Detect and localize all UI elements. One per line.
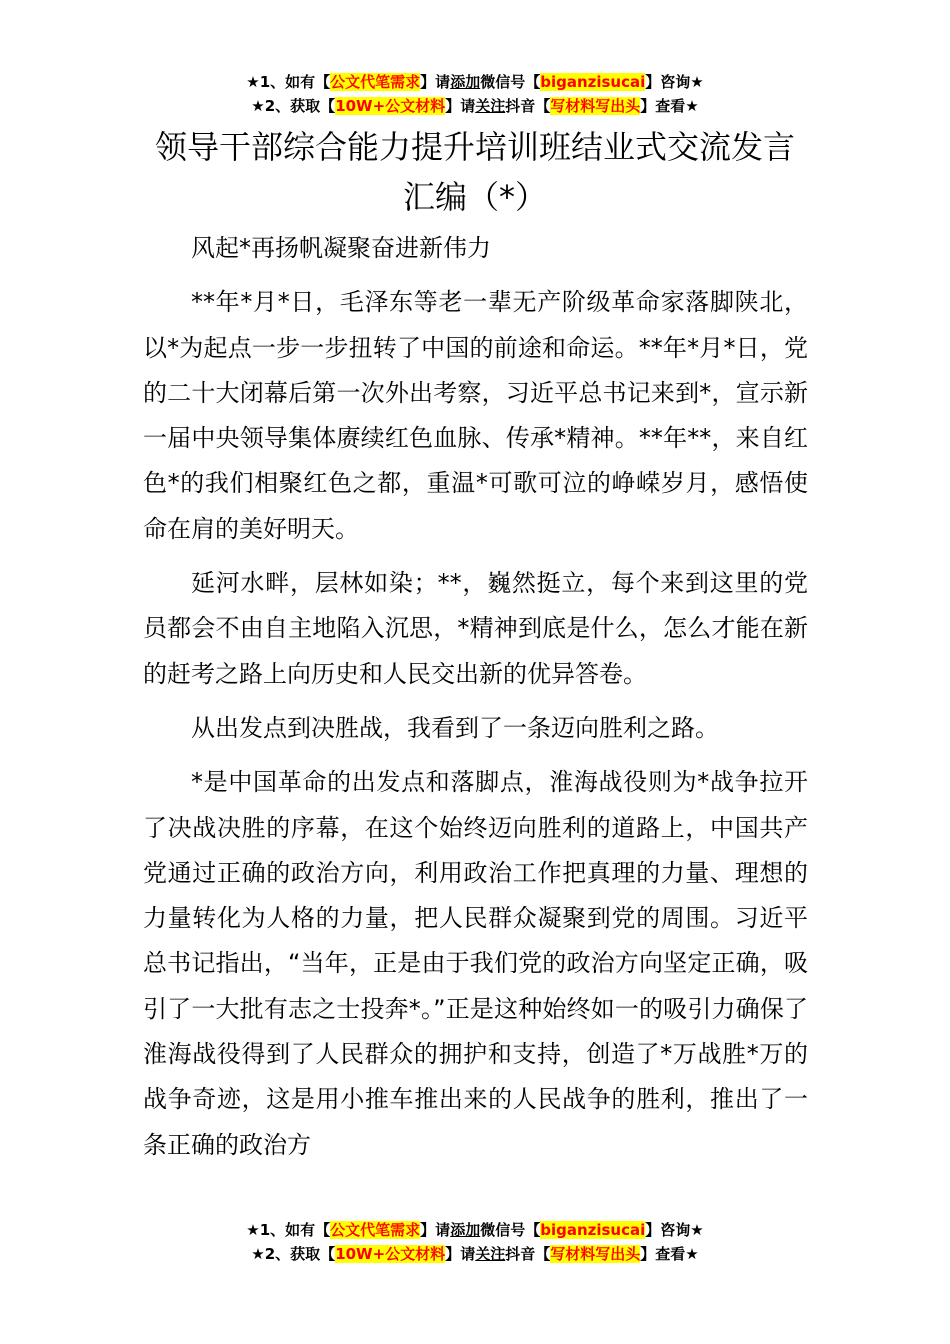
- banner-underlined: 关注: [475, 1245, 506, 1263]
- document-title: 领导干部综合能力提升培训班结业式交流发言汇编（*）: [154, 128, 795, 216]
- banner-highlight: 写材料写出头: [550, 1245, 641, 1263]
- banner-highlight: 10W+公文材料: [335, 97, 446, 115]
- banner-text: 】查看★: [640, 97, 699, 115]
- banner-text: ★2、获取【: [251, 97, 336, 115]
- banner-highlight: 公文代笔需求: [330, 73, 421, 91]
- banner-text: ★1、如有【: [246, 1221, 331, 1239]
- body-paragraph: *是中国革命的出发点和落脚点，淮海战役则为*战争拉开了决战决胜的序幕，在这个始终迈向胜利的道路上，中国共产党通过正确的政治方向，利用政治工作把真理的力量、理想的力量转化为人格的力量，把人民群众凝聚到党的周围。习近平总书记指出，“当年，正是由于我们党的政治方向坚定正确，吸引了一大批有志之士投奔*。”正是这种始终如一的吸引力确保了淮海战役得到了人民群众的拥护和支持，创造了*万战胜*万的战争奇迹，这是用小推车推出来的人民战争的胜利，推出了一条正确的政治方: [143, 768, 808, 1159]
- banner-text: 】咨询★: [645, 1221, 704, 1239]
- footer-banner: [0, 1218, 950, 1266]
- banner-text: 】咨询★: [645, 73, 704, 91]
- banner-text: ★2、获取【: [251, 1245, 336, 1263]
- banner-underlined: 关注: [475, 97, 506, 115]
- banner-highlight: biganzisucai: [540, 73, 646, 91]
- banner-text: 抖音【: [505, 97, 551, 115]
- banner-text: 】请: [445, 97, 476, 115]
- banner-text: 微信号【: [480, 1221, 541, 1239]
- banner-text: 抖音【: [505, 1245, 551, 1263]
- banner-text: 】请: [445, 1245, 476, 1263]
- section-heading: 风起*再扬帆凝聚奋进新伟力: [191, 234, 491, 262]
- banner-text: 】查看★: [640, 1245, 699, 1263]
- document-body: [143, 226, 808, 1177]
- header-banner-line-1: [0, 70, 950, 94]
- footer-banner-line-2: [0, 1242, 950, 1266]
- body-paragraph: 延河水畔，层林如染；**，巍然挺立，每个来到这里的党员都会不由自主地陷入沉思，*精神到底是什么，怎么才能在新的赶考之路上向历史和人民交出新的优异答卷。: [143, 569, 808, 688]
- body-paragraph: **年*月*日，毛泽东等老一辈无产阶级革命家落脚陕北，以*为起点一步一步扭转了中国的前途和命运。**年*月*日，党的二十大闭幕后第一次外出考察，习近平总书记来到*，宣示新一届中央领导集体赓续红色血脉、传承*精神。**年**，来自红色*的我们相聚红色之都，重温*可歌可泣的峥嵘岁月，感悟使命在肩的美好明天。: [143, 288, 808, 543]
- banner-highlight: 公文代笔需求: [330, 1221, 421, 1239]
- banner-text: 】请: [420, 73, 451, 91]
- banner-highlight: 10W+公文材料: [335, 1245, 446, 1263]
- body-paragraph: 从出发点到决胜战，我看到了一条迈向胜利之路。: [191, 713, 719, 742]
- banner-highlight: 写材料写出头: [550, 97, 641, 115]
- banner-text: ★1、如有【: [246, 73, 331, 91]
- banner-underlined: 添加: [450, 1221, 481, 1239]
- banner-underlined: 添加: [450, 73, 481, 91]
- header-banner-line-2: [0, 94, 950, 118]
- banner-text: 】请: [420, 1221, 451, 1239]
- footer-banner-line-1: [0, 1218, 950, 1242]
- header-banner: [0, 70, 950, 118]
- banner-text: 微信号【: [480, 73, 541, 91]
- banner-highlight: biganzisucai: [540, 1221, 646, 1239]
